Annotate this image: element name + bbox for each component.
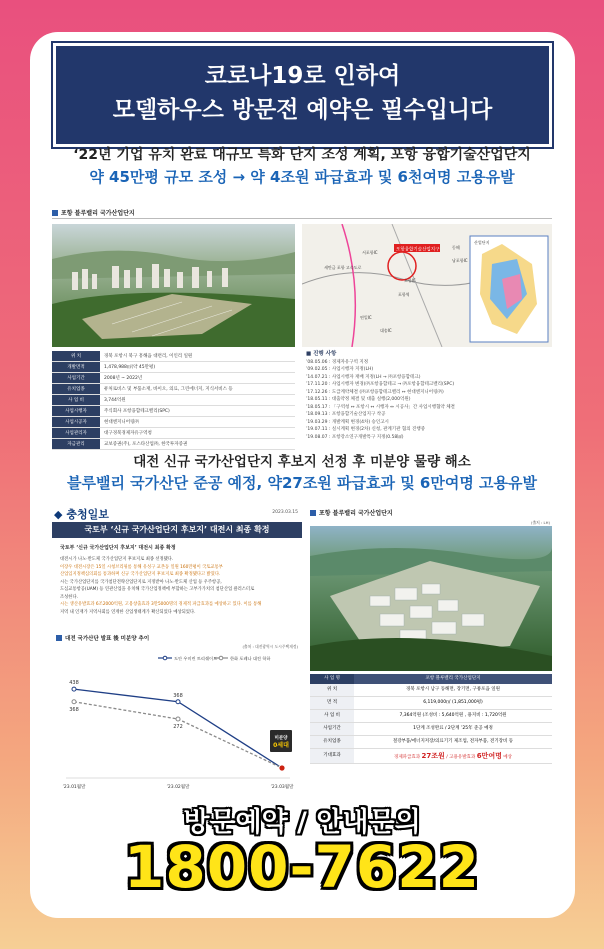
news-headline: 국토부 ‘신규 국가산업단지 후보지’ 대전시 최종 확정 xyxy=(52,522,302,538)
list-item: ’19.08.07 : 포항강소연구개발특구 지정(0.58㎢) xyxy=(306,434,404,440)
x-tick-label: ’23.03월말 xyxy=(270,785,294,790)
table-row: 유치업종 철강부품/에너지저장/의료기기 제조업, 전자부품, 전기장비 등 xyxy=(310,736,552,749)
data-point xyxy=(176,700,180,704)
photo-source: (출처 : LH) xyxy=(531,520,550,525)
list-item: ’17.12.26 : 도급계약체결 (㈜포항융합테크밸리 ↔ 현대엔지니어링㈜) xyxy=(306,389,444,395)
subheadline-line2: 약 45만평 규모 조성 → 약 4조원 파급효과 및 6천여명 고용유발 xyxy=(89,168,515,186)
map-label: 동해 xyxy=(452,245,460,250)
banner-line1: 코로나19로 인하여 xyxy=(204,63,401,89)
news-subheadline: 국토부 ‘신규 국가산업단지 후보지’ 대전시 최종 확정 xyxy=(60,545,176,551)
data-label: 272 xyxy=(173,724,183,731)
map-label: 남포항IC xyxy=(452,258,468,263)
table-row: 사 업 비 7,364억원 (조성비 : 5,640억원 , 용지비 : 1,720억원 xyxy=(310,710,552,723)
pohang-panel-title: 포항 블루밸리 국가산업단지 xyxy=(52,208,135,217)
data-label: 368 xyxy=(69,706,79,713)
table-row: 사업기간 2008년 ~ 2022년 xyxy=(52,373,295,384)
list-item: ’18.05.17 : 「구역청 ↔ 포항시 ↔ 시행자 ↔ 시공사」간 사업시행협약 체결 xyxy=(306,404,455,410)
location-map xyxy=(302,224,552,347)
list-item: ’09.02.05 : 사업시행자 지정(LH) xyxy=(306,367,374,372)
legend-marker xyxy=(163,656,167,660)
cta-label: 방문예약 / 안내문의 xyxy=(183,807,421,838)
table-row: 사업관리자 대구경북경제자유구역청 xyxy=(52,428,295,439)
zero-point xyxy=(279,765,285,771)
aerial-photo-pohang xyxy=(52,224,295,347)
title-marker-icon xyxy=(310,510,316,516)
table-row: 사업시공자 현대엔지니어링㈜ xyxy=(52,417,295,428)
table-row: 사업시행자 주식회사 포항융합테크밸리(SPC) xyxy=(52,406,295,417)
blue-valley-title: 포항 블루밸리 국가산업단지 xyxy=(310,508,393,517)
progress-history xyxy=(306,351,552,441)
news-clipping xyxy=(52,504,302,804)
data-point xyxy=(72,687,76,691)
table-row-effect: 기대효과 경제파급효과 27조원 / 고용유발효과 6만여명 예상 xyxy=(310,749,552,764)
table-row: 위 치 경북 포항시 북구 흥해읍 대련리, 이인리 일원 xyxy=(52,351,295,362)
blue-valley-panel xyxy=(310,504,552,804)
pohang-info-table xyxy=(52,351,295,450)
annotation-text: 미분양 xyxy=(274,736,288,741)
table-row: 자금관리 교보증권(주), 포스타산업㈜, 한국투자증권 xyxy=(52,439,295,450)
legend-marker xyxy=(219,656,223,660)
legend-label: 도안 우미린 트리쉐이드 xyxy=(174,656,218,661)
map-label: 서포항IC xyxy=(362,250,378,255)
data-label: 438 xyxy=(69,680,79,687)
x-tick-label: ’23.02월말 xyxy=(166,785,190,790)
list-item: ’08.05.06 : 경제자유구역 지정 xyxy=(306,359,369,365)
aerial-industrial-image xyxy=(310,526,552,671)
map-label-site: 포항융합기술산업지구 xyxy=(396,247,440,253)
table-row: 사업기간 1단계 조성완료 / 2단계 ’25年 준공 예정 xyxy=(310,723,552,736)
data-point xyxy=(72,700,76,704)
table-header: 사 업 명 포항 블루밸리 국가산업단지 xyxy=(310,674,552,684)
mid-headline-line2: 블루밸리 국가산단 준공 예정, 약27조원 파급효과 및 6만여명 고용유발 xyxy=(66,474,538,492)
data-point xyxy=(176,717,180,721)
newspaper-logo-icon: ◆ xyxy=(54,508,63,521)
unsold-trend-chart xyxy=(56,634,300,802)
map-label: 산업단지 xyxy=(474,240,490,245)
list-item: ’17.11.20 : 사업시행자 변경(㈜포항융합테크 → ㈜포항융합테크밸리(SPC) xyxy=(306,382,455,387)
table-row: 위 치 경북 포항시 남구 동해면, 장기면, 구룡포읍 일원 xyxy=(310,684,552,697)
mid-headline xyxy=(52,452,552,494)
title-marker-icon xyxy=(56,635,62,641)
blue-valley-table xyxy=(310,674,552,764)
reservation-banner xyxy=(56,46,549,144)
location-map-graphic xyxy=(302,224,552,347)
list-item: ’19.07.11 : 실시계획 변경(2차) 신청, 관계기관 협의 진행중 xyxy=(306,427,426,432)
annotation-text: 0세대 xyxy=(273,742,289,749)
list-item: ’18.09.13 : 포항융합기술산업지구 착공 xyxy=(306,412,386,417)
map-label: 새만금 포항 고속도로 xyxy=(324,265,362,270)
history-title: ■ 진행 사항 xyxy=(306,351,337,357)
list-item: ’14.07.21 : 사업시행자 재배 지정(LH → ㈜포항융합테크) xyxy=(306,374,421,380)
contact-cta xyxy=(0,800,604,901)
news-body: 대전시가 나노·반도체 국가산업단지 후보지로 최종 선정됐다. 이장우 대전시장은 15일 시청브리핑룸 통해 유성구 교촌동 일원 160만평이 국토교통부 산업입지정책심의회를 통과하며 신규 국가산업단지 후보지로 최종 확정됐다고 밝혔다. 시는 국가산업단지를 국가첨단전략산업단지로 지정받아 나노·반도체 산업 등 우주항공, 도심교통항공(UAM) 등 연관산업을 유치해 국가산업정책에 부합하는 고부가가치의 첨단산업 클러스터로 조성한다. 시는 생산유발효과 6조2000억원, 고용창출효과 3만5000명의 경제적 파급효과를 예상하고 있다. 이를 통해 지역 내 인재가 지역사회를 연계한 산업생태계가 확산되었다 예상되었다. xyxy=(60,557,262,615)
table-row: 사 업 비 3,744억원 xyxy=(52,395,295,406)
subheadline-line1: ‘22년 기업 유치 완료 대규모 특화 단지 조성 계획, 포항 융합기술산업단지 xyxy=(73,147,531,163)
table-row: 면 적 6,119,000㎡ (1,851,000평) xyxy=(310,697,552,710)
list-item: ’18.05.11 : 대출약정 체결 및 대출 실행(2,000억원) xyxy=(306,397,411,402)
mid-headline-line1: 대전 신규 국가산업단지 후보지 선정 후 미분양 물량 해소 xyxy=(133,454,471,470)
news-date: 2023.03.15 xyxy=(272,510,298,515)
x-tick-label: ’23.01월말 xyxy=(62,785,86,790)
title-marker-icon xyxy=(52,210,58,216)
table-row: 개발면적 1,478,988㎡(약 45만평) xyxy=(52,362,295,373)
newspaper-name: ◆ 충청일보 xyxy=(54,508,109,521)
pohang-panel xyxy=(52,204,552,449)
legend-label: 한화 포레나 대전 학하 xyxy=(230,656,271,661)
map-label: 포항역 xyxy=(398,292,410,297)
data-label: 368 xyxy=(173,692,183,699)
map-label: 연일IC xyxy=(360,315,372,320)
list-item: ’19.03.29 : 개발계획 변경(4차) 승인고시 xyxy=(306,419,389,425)
content-card xyxy=(30,32,575,918)
subheadline xyxy=(52,144,552,188)
chart-source: (출처 : 대전광역시 도시주택재정) xyxy=(242,644,298,649)
series-line xyxy=(74,702,282,768)
aerial-photo-blue-valley xyxy=(310,526,552,671)
phone-number[interactable]: 1800-7622 xyxy=(124,833,480,901)
map-label: 포항IC xyxy=(404,278,416,283)
table-row: 유치업종 퓨처로비스 및 부품소재, 바이오, 의료, 그린에너지, 지식서비스 등 xyxy=(52,384,295,395)
chart-title: 대전 국가산단 발표 後 미분양 추이 xyxy=(56,634,300,642)
line-chart xyxy=(56,650,300,800)
banner-line2: 모델하우스 방문전 예약은 필수입니다 xyxy=(112,97,493,123)
map-label: 대송IC xyxy=(380,328,392,333)
aerial-city-image xyxy=(52,224,295,347)
